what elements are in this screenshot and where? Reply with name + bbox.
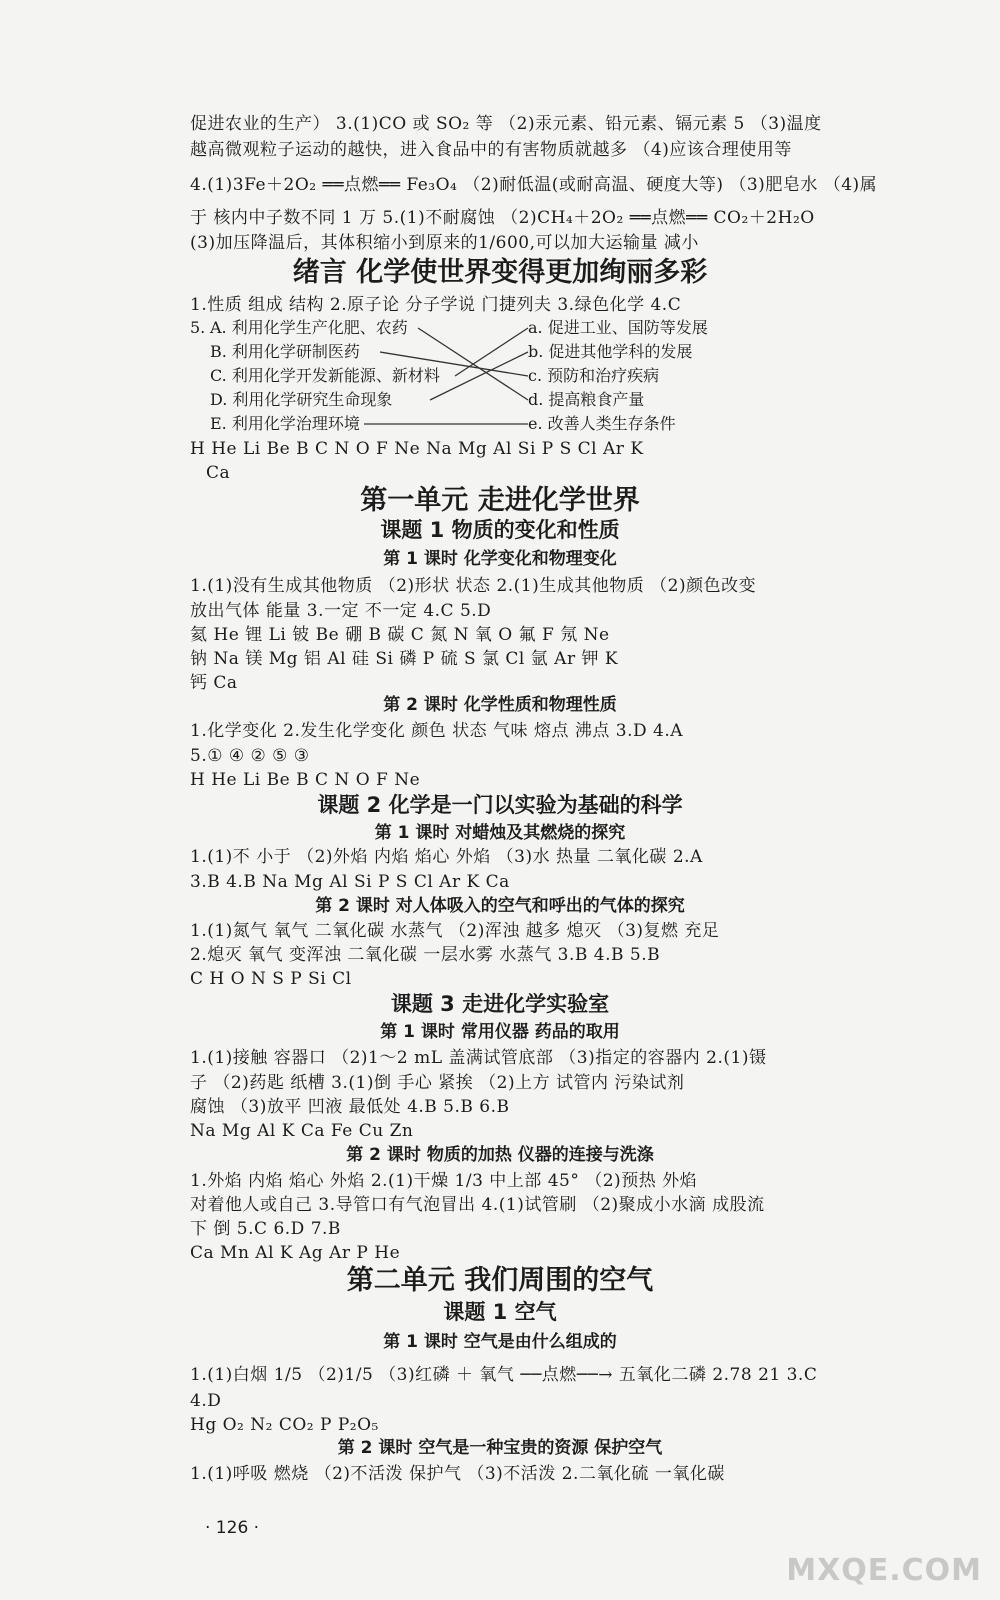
match-left-e: E. 利用化学治理环境 bbox=[210, 414, 360, 433]
answer-line: 1.(1)呼吸 燃烧 （2)不活泼 保护气 （3)不活泼 2.二氧化硫 一氧化碳 bbox=[190, 1464, 725, 1484]
match-right-a: a. 促进工业、国防等发展 bbox=[528, 318, 708, 337]
lesson-title: 第 1 课时 对蜡烛及其燃烧的探究 bbox=[374, 823, 626, 843]
answer-line: 5.① ④ ② ⑤ ③ bbox=[190, 746, 310, 766]
topic-title: 课题 1 空气 bbox=[443, 1300, 557, 1324]
answer-line: 1.外焰 内焰 焰心 外焰 2.(1)干燥 1/3 中上部 45° （2)预热 外焰 bbox=[190, 1171, 698, 1191]
lesson-title: 第 2 课时 化学性质和物理性质 bbox=[383, 695, 617, 715]
lesson-title: 第 2 课时 物质的加热 仪器的连接与洗涤 bbox=[346, 1145, 654, 1165]
watermark: MXQE.COM bbox=[786, 1553, 982, 1588]
match-right-b: b. 促进其他学科的发展 bbox=[528, 342, 693, 361]
answer-line: 钠 Na 镁 Mg 铝 Al 硅 Si 磷 P 硫 S 氯 Cl 氩 Ar 钾 K bbox=[190, 649, 619, 669]
answer-line: 1.化学变化 2.发生化学变化 颜色 状态 气味 熔点 沸点 3.D 4.A bbox=[190, 721, 684, 741]
answer-line: 1.(1)接触 容器口 （2)1～2 mL 盖满试管底部 （3)指定的容器内 2.(1)镊 bbox=[190, 1048, 767, 1068]
lesson-title: 第 1 课时 空气是由什么组成的 bbox=[383, 1332, 617, 1352]
topic-title: 课题 2 化学是一门以实验为基础的科学 bbox=[317, 793, 683, 817]
match-left-c: C. 利用化学开发新能源、新材料 bbox=[210, 366, 440, 385]
answer-line: 4.(1)3Fe＋2O₂ ══点燃══ Fe₃O₄ （2)耐低温(或耐高温、硬度大等) （3)肥皂水 （4)属 bbox=[190, 175, 878, 195]
answer-line: Ca Mn Al K Ag Ar P He bbox=[190, 1243, 401, 1263]
answer-line: 于 核内中子数不同 1 万 5.(1)不耐腐蚀 （2)CH₄＋2O₂ ══点燃══ CO₂＋2H₂O bbox=[190, 208, 815, 228]
answer-line: H He Li Be B C N O F Ne Na Mg Al Si P S Cl Ar K bbox=[190, 439, 644, 459]
answer-line: 钙 Ca bbox=[190, 673, 238, 693]
answer-line: 促进农业的生产） 3.(1)CO 或 SO₂ 等 （2)汞元素、铅元素、镉元素 5 （3)温度 bbox=[190, 114, 822, 134]
answer-line: 子 （2)药匙 纸槽 3.(1)倒 手心 紧挨 （2)上方 试管内 污染试剂 bbox=[190, 1073, 685, 1093]
unit-title: 第二单元 我们周围的空气 bbox=[346, 1265, 654, 1296]
topic-title: 课题 1 物质的变化和性质 bbox=[380, 518, 620, 542]
match-line-d-b bbox=[430, 352, 528, 400]
topic-title: 课题 3 走进化学实验室 bbox=[390, 992, 610, 1016]
answer-line: 1.(1)没有生成其他物质 （2)形状 状态 2.(1)生成其他物质 （2)颜色改变 bbox=[190, 576, 757, 596]
answer-line: (3)加压降温后，其体积缩小到原来的1/600,可以加大运输量 减小 bbox=[190, 233, 699, 253]
match-line-b-c bbox=[380, 352, 528, 376]
answer-line: 2.熄灭 氧气 变浑浊 二氧化碳 一层水雾 水蒸气 3.B 4.B 5.B bbox=[190, 945, 661, 965]
match-prefix: 5. bbox=[190, 318, 206, 337]
match-left-b: B. 利用化学研制医药 bbox=[210, 342, 360, 361]
answer-line: 越高微观粒子运动的越快，进入食品中的有害物质就越多 （4)应该合理使用等 bbox=[190, 140, 792, 160]
answer-line: 下 倒 5.C 6.D 7.B bbox=[190, 1219, 341, 1239]
lesson-title: 第 2 课时 空气是一种宝贵的资源 保护空气 bbox=[337, 1438, 663, 1458]
answer-line: C H O N S P Si Cl bbox=[190, 969, 352, 989]
section-title: 绪言 化学使世界变得更加绚丽多彩 bbox=[292, 257, 708, 288]
answer-line: 腐蚀 （3)放平 凹液 最低处 4.B 5.B 6.B bbox=[190, 1097, 510, 1117]
match-right-c: c. 预防和治疗疾病 bbox=[528, 366, 660, 385]
answer-line: 4.D bbox=[190, 1391, 222, 1411]
unit-title: 第一单元 走进化学世界 bbox=[360, 485, 640, 516]
answer-line: H He Li Be B C N O F Ne bbox=[190, 770, 421, 790]
answer-line: 对着他人或自己 3.导管口有气泡冒出 4.(1)试管刷 （2)聚成小水滴 成股流 bbox=[190, 1195, 765, 1215]
match-left-d: D. 利用化学研究生命现象 bbox=[210, 390, 393, 409]
answer-line: Ca bbox=[206, 463, 231, 483]
answer-line: 1.(1)不 小于 （2)外焰 内焰 焰心 外焰 （3)水 热量 二氧化碳 2.A bbox=[190, 847, 703, 867]
answer-line: 1.(1)氮气 氧气 二氧化碳 水蒸气 （2)浑浊 越多 熄灭 （3)复燃 充足 bbox=[190, 921, 720, 941]
answer-line: Hg O₂ N₂ CO₂ P P₂O₅ bbox=[190, 1415, 379, 1435]
answer-line: 放出气体 能量 3.一定 不一定 4.C 5.D bbox=[190, 601, 492, 621]
page-number: · 126 · bbox=[205, 1518, 260, 1538]
lesson-title: 第 1 课时 常用仪器 药品的取用 bbox=[380, 1022, 620, 1042]
lesson-title: 第 2 课时 对人体吸入的空气和呼出的气体的探究 bbox=[315, 896, 685, 916]
answer-line: 1.性质 组成 结构 2.原子论 分子学说 门捷列夫 3.绿色化学 4.C bbox=[190, 295, 682, 315]
answer-line: 3.B 4.B Na Mg Al Si P S Cl Ar K Ca bbox=[190, 872, 510, 892]
match-right-d: d. 提高粮食产量 bbox=[528, 390, 645, 409]
answer-line: 1.(1)白烟 1/5 （2)1/5 （3)红磷 ＋ 氧气 ──点燃──→ 五氧化二磷 2.78 21 3.C bbox=[190, 1365, 818, 1385]
match-line-c-a bbox=[455, 328, 528, 376]
answer-line: 氦 He 锂 Li 铍 Be 硼 B 碳 C 氮 N 氧 O 氟 F 氖 Ne bbox=[190, 625, 610, 645]
lesson-title: 第 1 课时 化学变化和物理变化 bbox=[383, 549, 617, 569]
match-left-a: A. 利用化学生产化肥、农药 bbox=[210, 318, 408, 337]
match-right-e: e. 改善人类生存条件 bbox=[528, 414, 676, 433]
answer-line: Na Mg Al K Ca Fe Cu Zn bbox=[190, 1121, 414, 1141]
